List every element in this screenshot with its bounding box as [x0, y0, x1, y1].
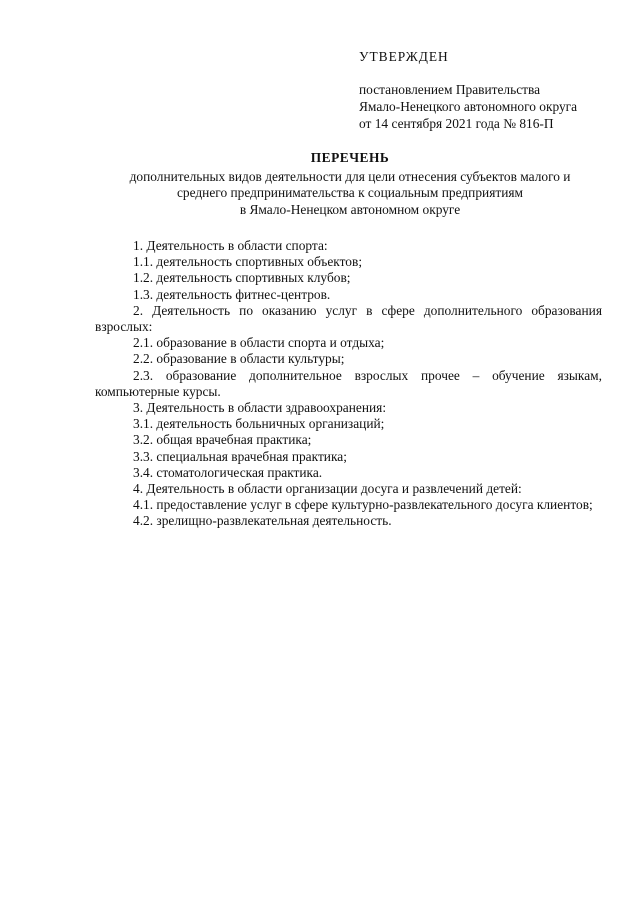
list-item: 2.1. образование в области спорта и отдыха; — [133, 335, 385, 351]
approval-line-3: от 14 сентября 2021 года № 816-П — [359, 116, 554, 131]
list-item: 1.3. деятельность фитнес-центров. — [133, 286, 331, 302]
list-item: 2.2. образование в области культуры; — [133, 351, 345, 367]
approval-line-1: постановлением Правительства — [359, 82, 541, 97]
list-item: 2.3. образование дополнительное взрослых прочее – обучение языкам, компьютерные курсы. — [95, 367, 602, 399]
document-title: ПЕРЕЧЕНЬ — [310, 150, 390, 165]
list-item: 3.1. деятельность больничных организаций; — [133, 416, 385, 432]
list-item: 1.2. деятельность спортивных клубов; — [133, 270, 351, 286]
list-item: 1.1. деятельность спортивных объектов; — [133, 254, 363, 270]
list-item: 3.3. специальная врачебная практика; — [133, 448, 347, 464]
document-subtitle-line-3: в Ямало-Ненецком автономном округе — [239, 201, 461, 217]
approval-block — [359, 48, 619, 132]
list-item: 4. Деятельность в области организации досуга и развлечений детей: — [133, 481, 522, 497]
document-subtitle-line-2: среднего предпринимательства к социальным предприятиям — [176, 185, 524, 200]
list-item: 1. Деятельность в области спорта: — [133, 238, 328, 253]
activity-list — [95, 238, 602, 530]
approval-line-2: Ямало-Ненецкого автономного округа — [359, 99, 578, 114]
document-subtitle-line-1: дополнительных видов деятельности для цели отнесения субъектов малого и — [129, 168, 571, 184]
document-heading — [95, 150, 605, 218]
list-item: 3. Деятельность в области здравоохранения: — [133, 400, 387, 416]
approval-title: УТВЕРЖДЕН — [359, 49, 449, 64]
list-item: 3.4. стоматологическая практика. — [133, 464, 323, 480]
list-item: 2. Деятельность по оказанию услуг в сфере дополнительного образования взрослых: — [95, 302, 602, 335]
list-item: 4.1. предоставление услуг в сфере культурно-развлекательного досуга клиентов; — [133, 497, 593, 513]
list-item: 4.2. зрелищно-развлекательная деятельность. — [133, 513, 392, 529]
list-item: 3.2. общая врачебная практика; — [133, 432, 312, 448]
